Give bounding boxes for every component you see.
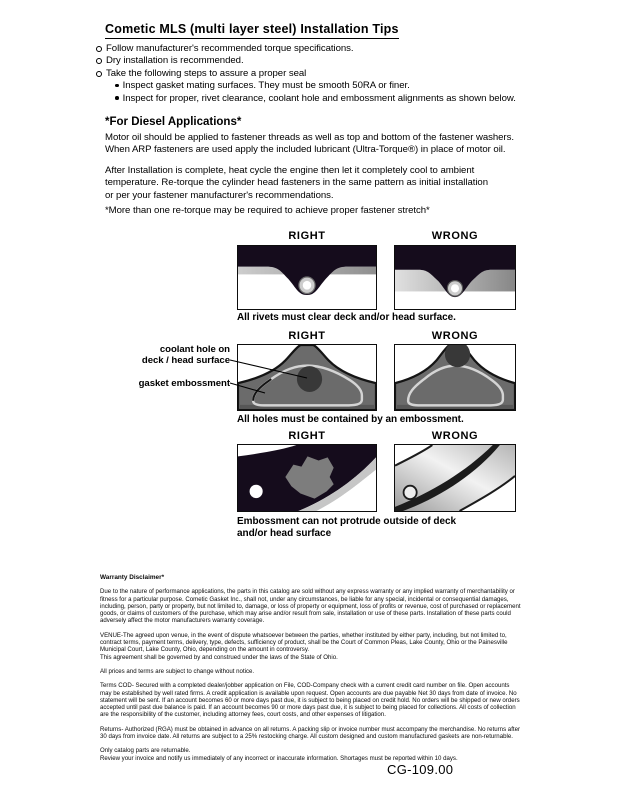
caption-line: and/or head surface <box>237 527 332 539</box>
catalog-parts-line: Only catalog parts are returnable. <box>100 747 191 755</box>
diesel-paragraph-2 <box>105 165 537 202</box>
row3-right-illustration <box>237 444 377 512</box>
venue-paragraph: VENUE-The agreed upon venue, in the event of dispute whatsoever between the parties, whether instituted by either party, including, but not limited to, contract terms, payment terms, delivery, type, defects, sufficiency of product, shall be the Court of Common Pleas, Lake County, Ohio or the Painesville Municipal Court, Lake County, Ohio, depending on the amount in controversy. <box>100 631 508 654</box>
caption-line: Embossment can not protrude outside of deck <box>237 516 456 527</box>
text-line: After Installation is complete, heat cycle the engine then let it completely cool to ambient <box>105 165 475 176</box>
row1-wrong-illustration <box>394 245 516 310</box>
page-title: Cometic MLS (multi layer steel) Installation Tips <box>105 22 399 39</box>
diesel-heading: *For Diesel Applications* <box>105 116 242 128</box>
row1-caption: All rivets must clear deck and/or head surface. <box>237 312 456 323</box>
row3-wrong-header: WRONG <box>431 430 479 442</box>
row3-caption <box>237 516 517 539</box>
coolant-hole-label <box>118 344 230 366</box>
filled-bullet-icon <box>115 84 119 88</box>
tip-text: Follow manufacturer's recommended torque specifications. <box>106 43 354 54</box>
governing-law-line: This agreement shall be governed by and construed under the laws of the State of Ohio. <box>100 653 338 661</box>
row2-wrong-header: WRONG <box>431 330 479 342</box>
label-line: deck / head surface <box>141 355 230 366</box>
diesel-paragraph-1 <box>105 132 537 157</box>
rivet-center <box>303 281 311 290</box>
terms-cod-paragraph: Terms COD- Secured with a completed dealer/jobber application on File, COD-Company check with a current credit card number on file. Open accounts may be established by well rated firms. A credit application is available upon request. Open accounts are due payable Net 30 days from date of invoice. No statement will be sent. If an account becomes 60 or more days past due, it is subject to being placed on credit hold. No orders will be shipped or new orders accepted until past due balance is paid. If an account becomes 90 or more days past due, it is subject to being placed for collections. All costs of collection are the responsibility of the customer, including attorney fees, court costs, and other expenses of litigation. <box>100 682 520 719</box>
embossment-wrong-diagram <box>395 345 515 410</box>
list-item <box>115 93 536 105</box>
tip-text: Dry installation is recommended. <box>106 55 244 67</box>
protrusion-right-diagram <box>238 445 376 511</box>
tip-text: Take the following steps to assure a proper seal <box>106 67 307 79</box>
row1-wrong-header: WRONG <box>431 230 479 242</box>
gasket-embossment-label: gasket embossment <box>138 378 230 389</box>
page-title-wrap <box>105 20 399 39</box>
rivet-clearance-right-diagram <box>238 246 376 309</box>
warranty-disclaimer-paragraph: Due to the nature of performance applications, the parts in this catalog are sold without any express warranty or any implied warranty of merchantability or fitness for a particular purpose. Cometic Gasket Inc., shall not, under any circumstances, be liable for any special, incidental or consequential damages, including, person, party or property, but not limited to, damage, or loss of property or equipment, loss of profits or revenue, cost of purchased or replacement goods, or claims of customers of the purchase, which may arise and/or result from sale, installation or use of these parts. Installation of these parts could adversely affect the motor manufacturers warranty coverage. <box>100 588 521 625</box>
row1-right-illustration <box>237 245 377 310</box>
protrusion-wrong-diagram <box>395 445 515 511</box>
retorque-note: *More than one re-torque may be required to achieve proper fastener stretch* <box>105 205 430 216</box>
row1-right-header: RIGHT <box>288 230 326 242</box>
warranty-section <box>100 574 522 769</box>
label-line: coolant hole on <box>159 344 230 355</box>
warranty-heading: Warranty Disclaimer* <box>100 574 165 581</box>
bolt-hole <box>404 486 417 499</box>
embossment-right-diagram <box>238 345 376 410</box>
filled-bullet-icon <box>115 96 119 100</box>
installation-tips-list <box>96 43 536 105</box>
row2-caption: All holes must be contained by an embossment. <box>237 414 464 425</box>
tip-text: Inspect gasket mating surfaces. They must be smooth 50RA or finer. <box>122 80 410 92</box>
open-bullet-icon <box>96 71 102 77</box>
row3-wrong-illustration <box>394 444 516 512</box>
open-bullet-icon <box>96 46 102 52</box>
coolant-hole <box>297 366 322 392</box>
list-item <box>96 55 536 67</box>
list-item <box>96 68 536 80</box>
rivet-clearance-wrong-diagram <box>395 246 515 309</box>
list-item <box>115 80 536 92</box>
tip-text: Inspect for proper, rivet clearance, coolant hole and embossment alignments as shown below. <box>122 92 516 104</box>
row2-right-illustration <box>237 344 377 411</box>
page-code: CG-109.00 <box>387 762 454 777</box>
row3-right-header: RIGHT <box>288 430 326 442</box>
bolt-hole <box>250 485 263 498</box>
open-bullet-icon <box>96 58 102 64</box>
returns-paragraph: Returns- Authorized (RGA) must be obtained in advance on all returns. A packing slip or invoice number must accompany the merchandise. No returns after 30 days from invoice date. All returns are subject to a 25% restocking charge. All custom designed and custom manufactured gaskets are non-returnable. <box>100 725 521 741</box>
row2-right-header: RIGHT <box>288 330 326 342</box>
text-line: When ARP fasteners are used apply the included lubricant (Ultra-Torque®) in place of motor oil. <box>105 144 506 156</box>
text-line: temperature. Re-torque the cylinder head fasteners in the same pattern as initial installation <box>105 177 488 189</box>
review-invoice-line: Review your invoice and notify us immediately of any incorrect or inaccurate information. Shortages must be reported within 10 days. <box>100 754 458 762</box>
row2-wrong-illustration <box>394 344 516 411</box>
text-line: Motor oil should be applied to fastener threads as well as top and bottom of the fastener washers. <box>105 132 514 143</box>
list-item <box>96 43 536 55</box>
rivet-center <box>451 284 459 292</box>
prices-line: All prices and terms are subject to change without notice. <box>100 667 255 675</box>
text-line: or per your fastener manufacturer's recommendations. <box>105 189 334 201</box>
